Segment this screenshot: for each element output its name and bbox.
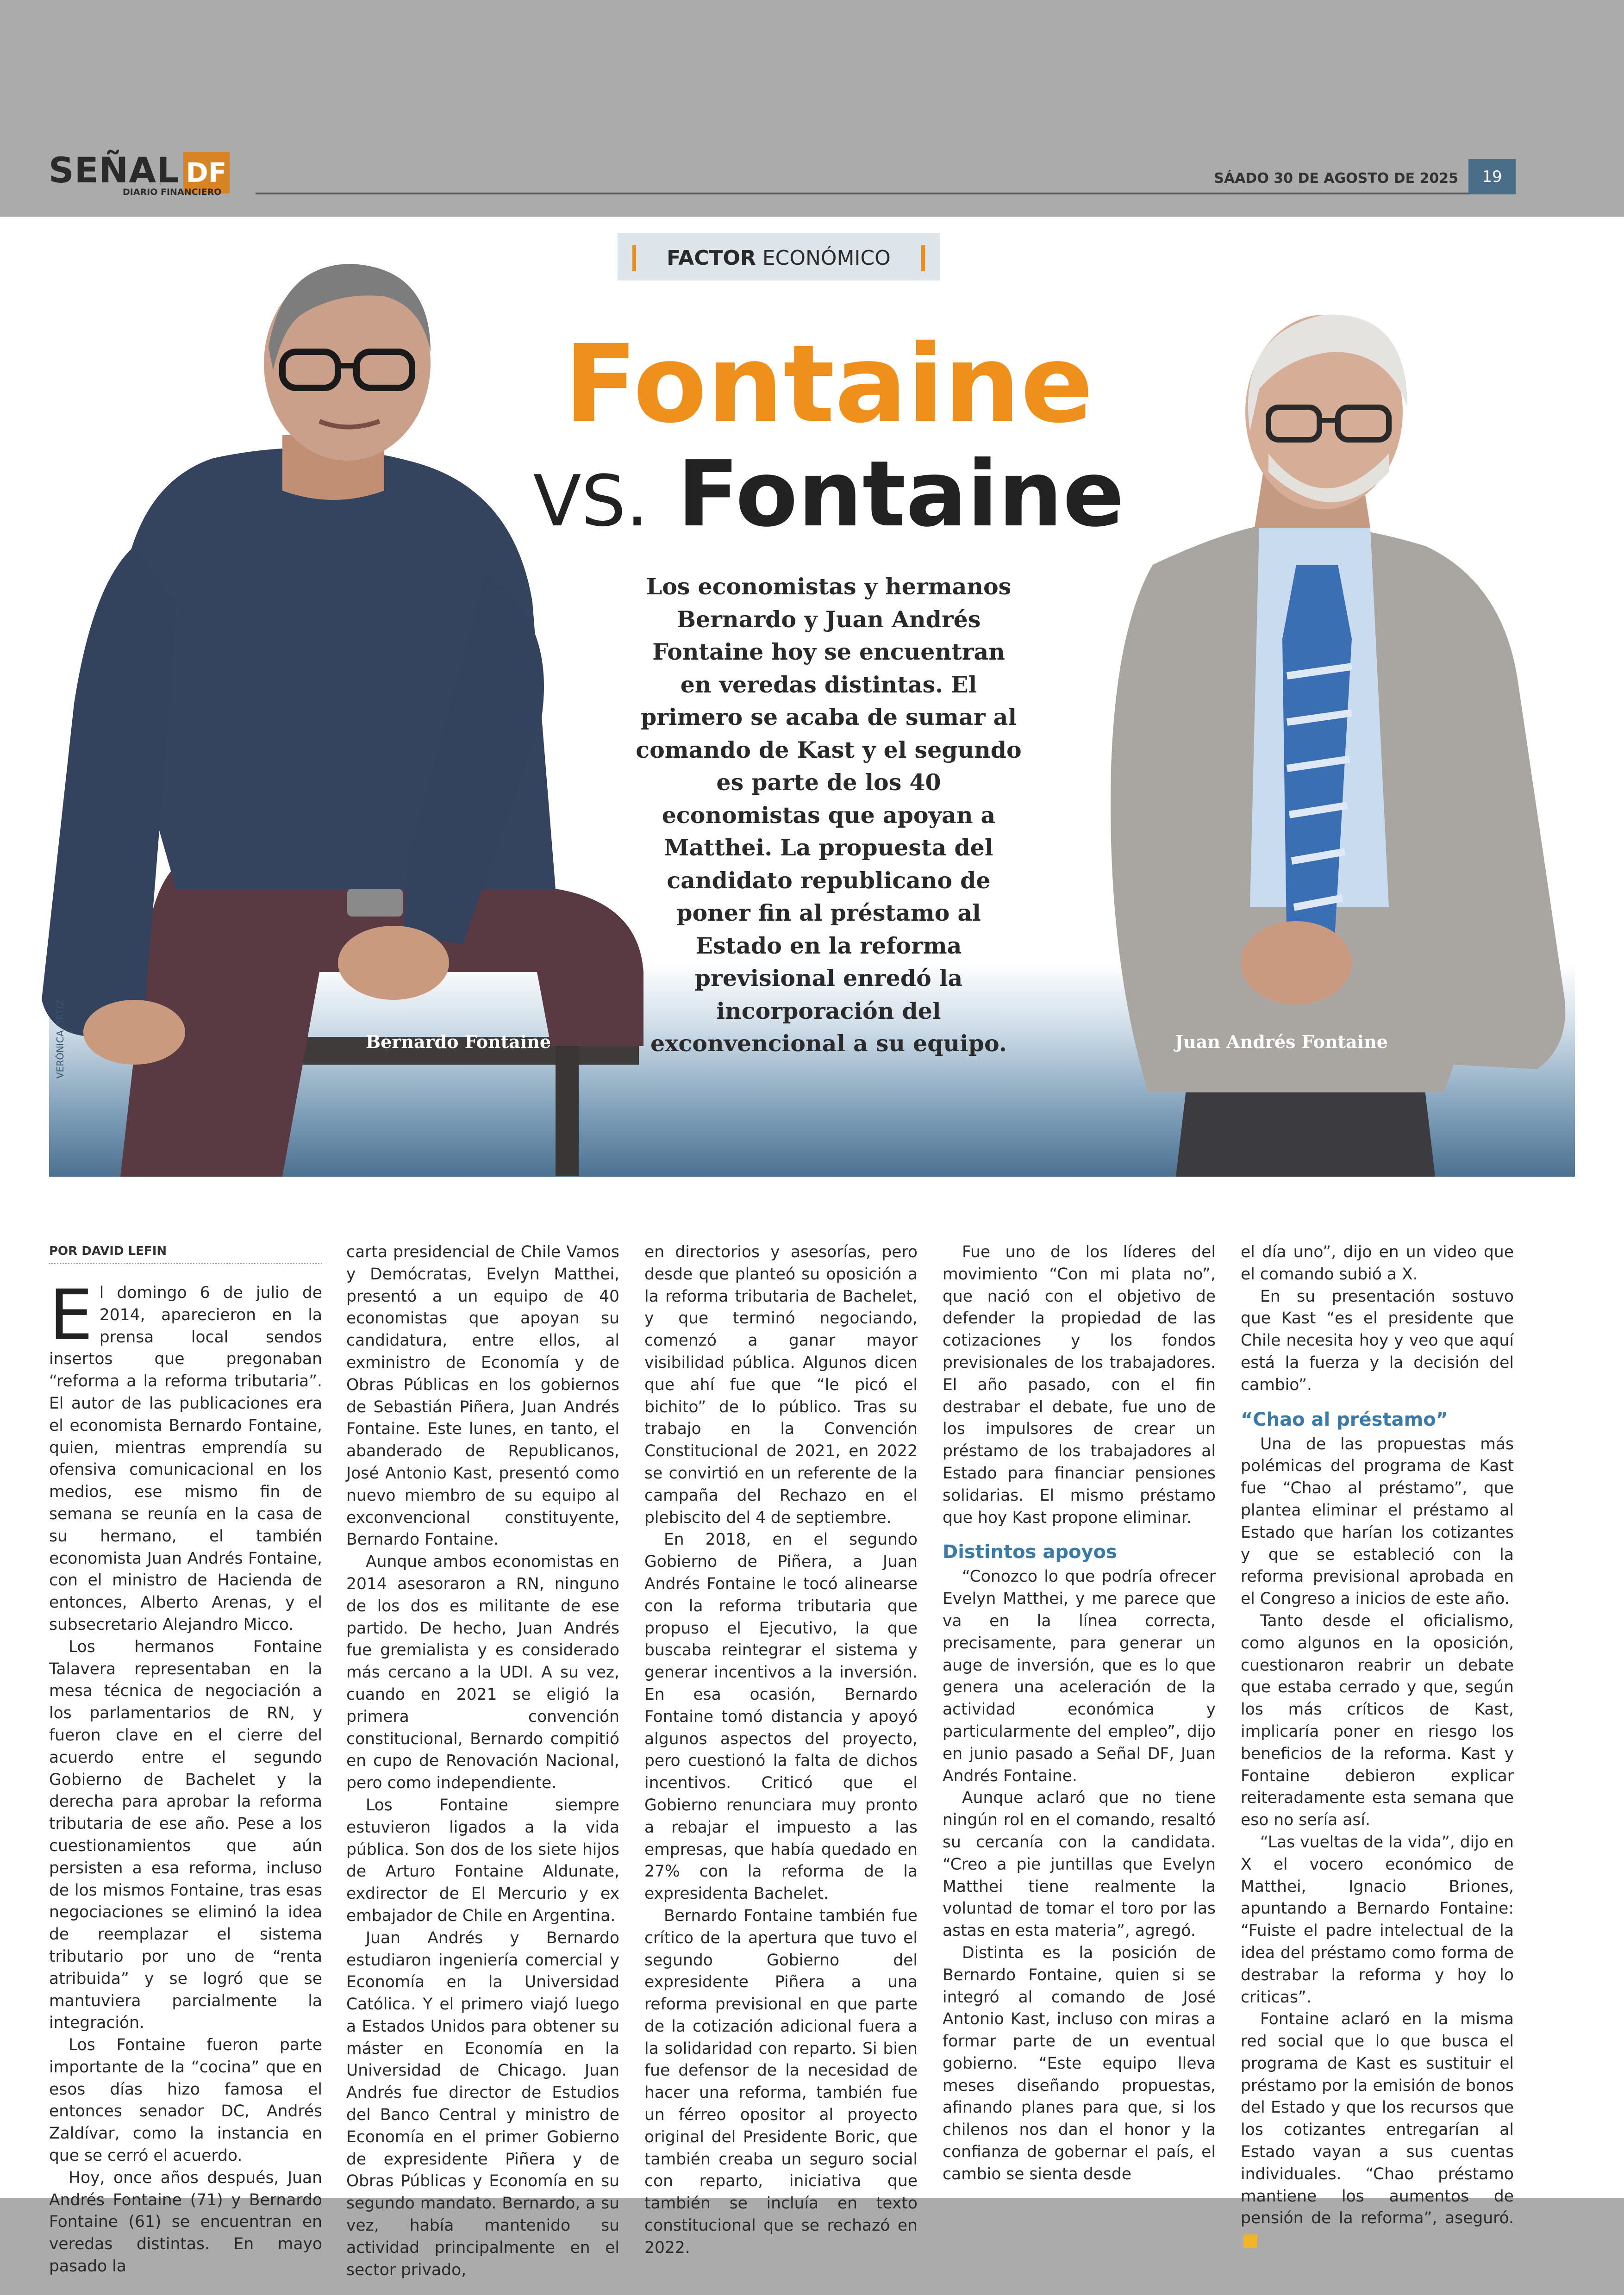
column-4-paragraph-2: “Conozco lo que podría ofrecer Evelyn Matthei, y me parece que va en la línea correcta, precisamente, para generar un auge de inversión, que es lo que genera una aceleración de la actividad económica y particularmente del empleo”, dijo en junio pasado a Señal DF, Juan Andrés Fontaine.: [943, 1567, 1216, 1785]
headline-line-2: [472, 443, 1185, 552]
column-5-paragraph-4: Tanto desde el oficialismo, como algunos en la oposición, cuestionaron reabrir un debate que estaba cerrado y que, según los más críticos de Kast, implicaría poner en riesgo los beneficios de la reforma. Kast y Fontaine debieron explicar reiteradamente esta semana que eso no sería así.: [1241, 1611, 1514, 1830]
masthead-logo: [49, 152, 230, 203]
column-1-paragraph-1-text: l domingo 6 de julio de 2014, aparecieron en la prensa local sendos insertos que pregonaban “reforma a la reforma tributaria”. El autor de las publicaciones era el economista Bernardo Fontaine, quien, mientras emprendía su ofensiva comunicacional en los medios, ese mismo fin de semana se reunía en la casa de su hermano, el también economista Juan Andrés Fontaine, con el ministro de Hacienda de entonces, Alberto Arenas, y el subsecretario Alejandro Micco.: [49, 1284, 322, 1634]
photo-credit: VERÓNICA ORTIZ: [55, 999, 66, 1079]
column-3-paragraph-3: Bernardo Fontaine también fue crítico de la apertura que tuvo el segundo Gobierno del expresidente Piñera a una reforma previsional en que parte de la cotización adicional fuera a la solidaridad con reparto. Si bien fue defensor de la necesidad de hacer una reforma, también fue un férreo opositor al proyecto original del Presidente Boric, que también creaba un seguro social con reparto, iniciativa que también se incluía en texto constitucional que se rechazó en 2022.: [644, 1906, 918, 2257]
issue-date: SÁADO 30 DE AGOSTO DE 2025: [1214, 170, 1458, 187]
article-column-1: [49, 1275, 322, 2278]
subhead-distintos-apoyos: Distintos apoyos: [943, 1541, 1117, 1563]
page-number: 19: [1468, 159, 1516, 194]
column-4-paragraph-3: Aunque aclaró que no tiene ningún rol en el comando, resaltó su cercanía con la candidata. “Creo a pie juntillas que Evelyn Matthei tiene realmente la voluntad de tomar el toro por las astas en esta materia”, agregó.: [943, 1789, 1216, 1940]
column-1-paragraph-4: Hoy, once años después, Juan Andrés Fontaine (71) y Bernardo Fontaine (61) se encuentran en veredas distintas. En mayo pasado la: [49, 2168, 322, 2276]
caption-right: Juan Andrés Fontaine: [1175, 1031, 1388, 1052]
headline-vs: VS.: [533, 460, 649, 542]
column-5-paragraph-3: Una de las propuestas más polémicas del programa de Kast fue “Chao al préstamo”, que plantea eliminar el préstamo al Estado que harían los cotizantes y que se estableció con la reforma previsional aprobada en el Congreso a inicios de este año.: [1241, 1434, 1514, 1609]
article-deck: Los economistas y hermanos Bernardo y Juan Andrés Fontaine hoy se encuentran en veredas distintas. El primero se acaba de sumar al comando de Kast y el segundo es parte de los 40 economistas que apoyan a Matthei. La propuesta del candidato republicano de poner fin al préstamo al Estado en la reforma previsional enredó la incorporación del exconvencional a su equipo.: [636, 573, 1022, 1057]
headline-name: Fontaine: [677, 442, 1124, 547]
subhead-chao-al-prestamo: “Chao al préstamo”: [1241, 1409, 1449, 1430]
column-5-paragraph-1: el día uno”, dijo en un video que el comando subió a X.: [1241, 1243, 1514, 1284]
end-of-article-icon: [1243, 2234, 1257, 2248]
column-3-paragraph-1: en directorios y asesorías, pero desde que planteó su oposición a la reforma tributaria de Bachelet, y que terminó negociando, comenzó a ganar mayor visibilidad pública. Algunos dicen que ahí fue que “le picó el bichito” de lo público. Tras su trabajo en la Convención Constitucional de 2021, en 2022 se convirtió en un referente de la campaña del Rechazo en el plebiscito del 4 de septiembre.: [644, 1243, 918, 1527]
column-4-paragraph-1: Fue uno de los líderes del movimiento “Con mi plata no”, que nació con el objetivo de defender la propiedad de las cotizaciones y los fondos previsionales de los trabajadores. El año pasado, con el fin destrabar el debate, fue uno de los impulsores de crear un préstamo de los trabajadores al Estado para financiar pensiones solidarias. El mismo préstamo que hoy Kast propone eliminar.: [943, 1243, 1216, 1527]
logo-df-badge: DF: [183, 152, 230, 193]
section-tag-bold: FACTOR: [667, 246, 756, 270]
column-5-paragraph-2: En su presentación sostuvo que Kast “es el presidente que Chile necesita hoy y veo que aquí está la fuerza y la decisión del cambio”.: [1241, 1287, 1514, 1394]
drop-cap: E: [49, 1275, 93, 1356]
column-2-paragraph-2: Aunque ambos economistas en 2014 asesoraron a RN, ninguno de los dos es militante de ese partido. De hecho, Juan Andrés fue gremialista y es considerado más cercano a la UDI. A su vez, cuando en 2021 se eligió la primera convención constitucional, Bernardo compitió en cupo de Renovación Nacional, pero como independiente.: [346, 1553, 619, 1793]
byline: POR DAVID LEFIN: [49, 1244, 322, 1264]
column-5-paragraph-6: [1241, 2008, 1514, 2252]
column-4-paragraph-4: Distinta es la posición de Bernardo Fontaine, quien si se integró al comando de José Antonio Kast, incluso con miras a formar parte de un eventual gobierno. “Este equipo lleva meses diseñando propuestas, afinando planes para que, si los chilenos nos dan el honor y la confianza de gobernar el país, el cambio se sienta desde: [943, 1943, 1216, 2183]
column-3-paragraph-2: En 2018, en el segundo Gobierno de Piñera, a Juan Andrés Fontaine le tocó alinearse con la reforma tributaria que propuso el Ejecutivo, la que buscaba reintegrar el sistema y generar incentivos a la inversión. En esa ocasión, Bernardo Fontaine tomó distancia y apoyó algunos aspectos del proyecto, pero cuestionó la falta de dichos incentivos. Criticó que el Gobierno renunciara muy pronto a rebajar el impuesto a las empresas, que había quedado en 27% con la reforma de la expresidenta Bachelet.: [644, 1530, 918, 1903]
header-rule: [256, 193, 1468, 194]
column-2-paragraph-3: Los Fontaine siempre estuvieron ligados a la vida pública. Son dos de los siete hijos de Arturo Fontaine Aldunate, exdirector de El Mercurio y ex embajador de Chile en Argentina.: [346, 1796, 619, 1925]
headline-line-1: Fontaine: [564, 322, 1093, 447]
column-1-paragraph-3: Los Fontaine fueron parte importante de la “cocina” que en esos días hizo famosa el entonces senador DC, Andrés Zaldívar, como la instancia en que se cerró el acuerdo.: [49, 2036, 322, 2165]
article-column-4: [943, 1241, 1216, 2186]
column-1-paragraph-2: Los hermanos Fontaine Talavera representaban en la mesa técnica de negociación a los parlamentarios de RN, y fueron clave en el cierre del acuerdo entre el segundo Gobierno de Bachelet y la derecha para aprobar la reforma tributaria de ese año. Pese a los cuestionamientos que aún persisten a esa reforma, incluso de los mismos Fontaine, tras esas negociaciones se eliminó la idea de reemplazar el sistema tributario por uno de “renta atribuida” y se logró que se mantuviera parcialmente la integración.: [49, 1637, 322, 2033]
column-1-paragraph-1: [49, 1275, 322, 1636]
article-column-3: [644, 1241, 918, 2259]
section-tag-rest: ECONÓMICO: [756, 246, 891, 270]
column-2-paragraph-4: Juan Andrés y Bernardo estudiaron ingeniería comercial y Economía en la Universidad Católica. Y el primero viajó luego a Estados Unidos para obtener su máster en Economía en la Universidad de Chicago. Juan Andrés fue director de Estudios del Banco Central y ministro de Economía en el primer Gobierno de expresidente Piñera y de Obras Públicas y Economía en su segundo mandato. Bernardo, a su vez, había mantenido su actividad principalmente en el sector privado,: [346, 1928, 619, 2279]
logo-wordmark: SEÑAL: [49, 150, 180, 191]
column-2-paragraph-1: carta presidencial de Chile Vamos y Demócratas, Evelyn Matthei, presentó a un equipo de 40 economistas que apoyan su candidatura, entre ellos, al exministro de Economía y de Obras Públicas en los gobiernos de Sebastián Piñera, Juan Andrés Fontaine. Este lunes, en tanto, el abanderado de Republicanos, José Antonio Kast, presentó como nuevo miembro de su equipo al exconvencional constituyente, Bernardo Fontaine.: [346, 1243, 619, 1549]
article-column-2: [346, 1241, 619, 2281]
logo-subtitle: DIARIO FINANCIERO: [123, 187, 222, 197]
column-5-paragraph-5: “Las vueltas de la vida”, dijo en X el vocero económico de Matthei, Ignacio Briones, apuntando a Bernardo Fontaine: “Fuiste el padre intelectual de la idea del préstamo como forma de destrabar la reforma y hoy lo criticas”.: [1241, 1833, 1514, 2007]
caption-left: Bernardo Fontaine: [366, 1031, 551, 1052]
article-column-5: [1241, 1241, 1514, 2252]
column-5-paragraph-6-text: Fontaine aclaró en la misma red social que lo que busca el programa de Kast es sustituir el préstamo por la emisión de bonos del Estado y que los recursos que los cotizantes entregarían al Estado vayan a sus cuentas individuales. “Chao préstamo mantiene los aumentos de pensión de la reforma”, aseguró.: [1241, 2010, 1514, 2228]
